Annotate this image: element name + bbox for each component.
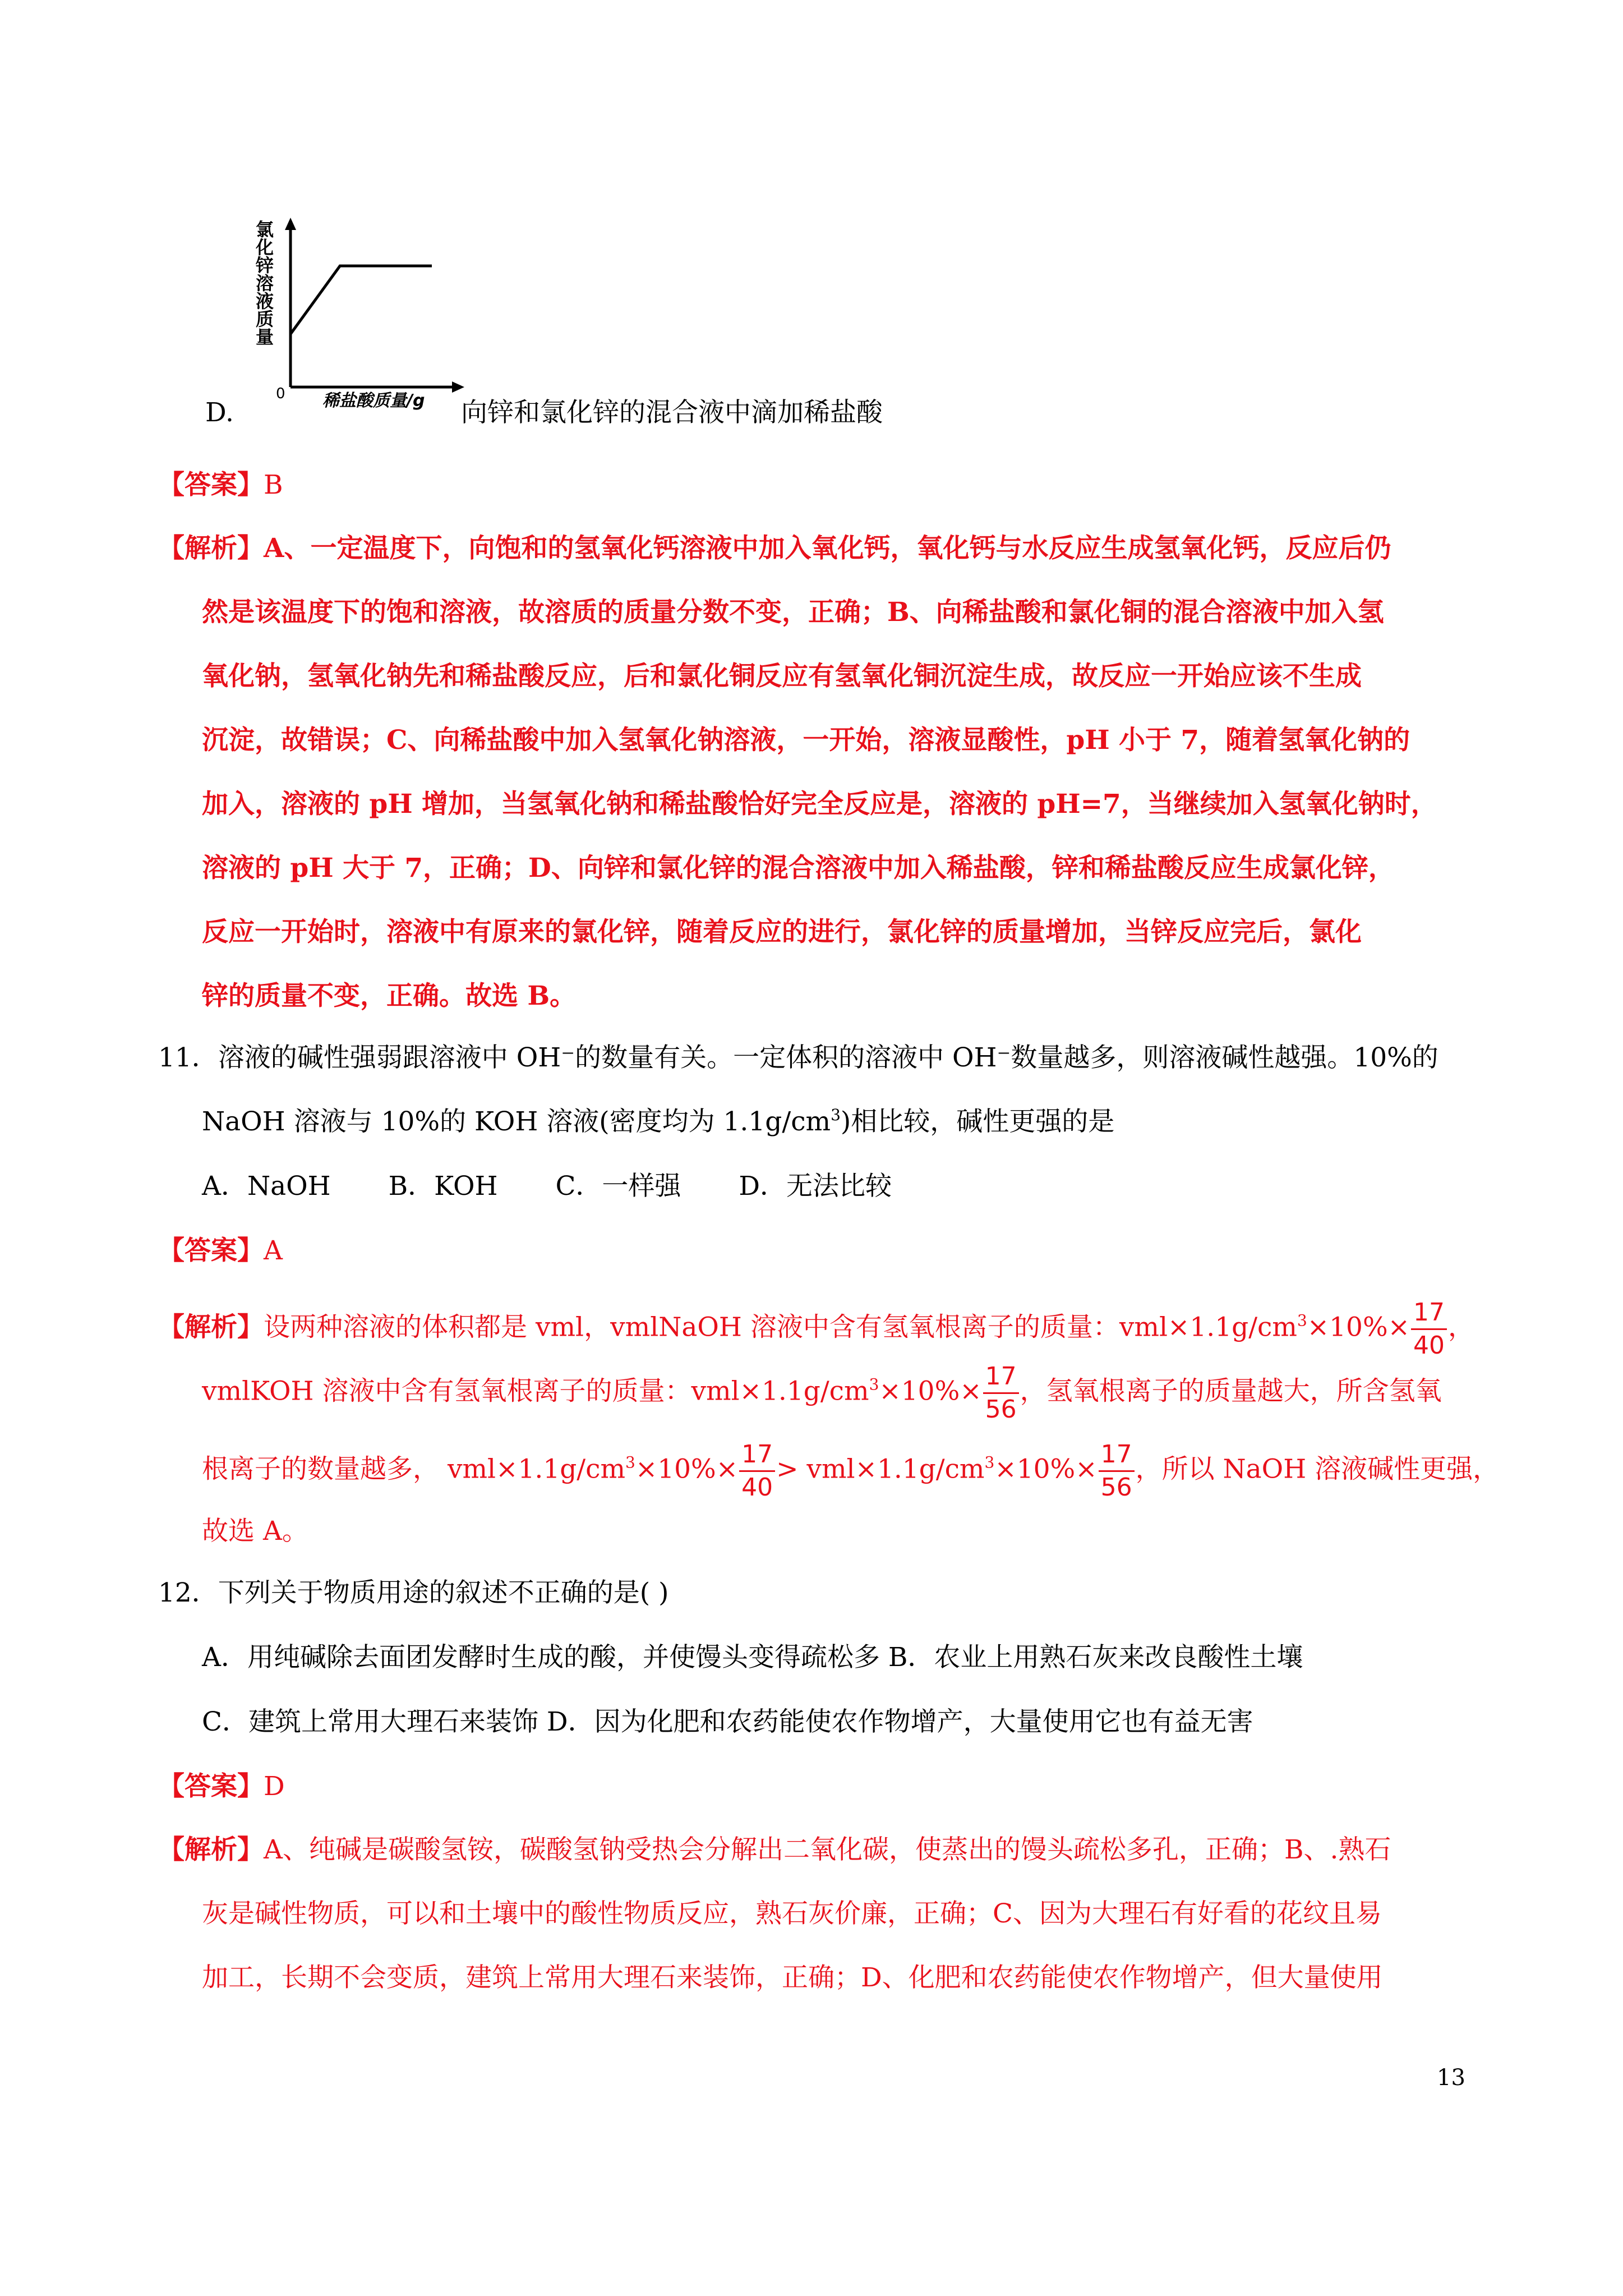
q12-stem: 12．下列关于物质用途的叙述不正确的是( ) xyxy=(158,1577,669,1608)
analysis-tag: 【解析】 xyxy=(158,533,264,564)
answer-value: D xyxy=(264,1771,285,1802)
y-axis-label xyxy=(253,220,274,349)
option-b: B．KOH xyxy=(388,1171,498,1202)
q11-stem-line-1: 11．溶液的碱性强弱跟溶液中 OH⁻的数量有关。一定体积的溶液中 OH⁻数量越多，则溶液碱性越强。10%的 xyxy=(158,1042,1438,1073)
q12-analysis-line-2: 灰是碱性物质，可以和土壤中的酸性物质反应，熟石灰价廉，正确；C、因为大理石有好看的花纹且易 xyxy=(202,1898,1382,1929)
q10-analysis-line-4: 沉淀，故错误；C、向稀盐酸中加入氢氧化钠溶液，一开始，溶液显酸性，pH 小于 7，随着氢氧化钠的 xyxy=(202,725,1410,756)
q12-analysis-line-1: 【解析】A、纯碱是碳酸氢铵，碳酸氢钠受热会分解出二氧化碳，使蒸出的馒头疏松多孔，正确；B、.熟石 xyxy=(158,1834,1391,1865)
q11-analysis-line-1: 【解析】设两种溶液的体积都是 vml，vmlNaOH 溶液中含有氢氧根离子的质量：$vml\times 1.1g/cm^3\times 10\%\times$ $\frac{17}{40}$ ， xyxy=(158,1297,1474,1361)
answer-tag: 【答案】 xyxy=(158,1235,264,1266)
q10-analysis-line-2: 然是该温度下的饱和溶液，故溶质的质量分数不变，正确；B、向稀盐酸和氯化铜的混合溶液中加入氢 xyxy=(202,597,1384,628)
origin-label: 0 xyxy=(276,385,285,402)
x-axis-label: 稀盐酸质量/g xyxy=(322,391,425,411)
x-axis-arrow xyxy=(452,381,464,393)
q12-options-line-1: A．用纯碱除去面团发酵时生成的酸，并使馒头变得疏松多 B．农业上用熟石灰来改良酸性土壤 xyxy=(202,1642,1303,1673)
option-d-chart xyxy=(241,213,465,404)
q10-analysis-line-7: 反应一开始时，溶液中有原来的氯化锌，随着反应的进行，氯化锌的质量增加，当锌反应完后，氯化 xyxy=(202,917,1362,947)
answer-value: A xyxy=(264,1235,283,1266)
q12-options-line-2: C．建筑上常用大理石来装饰 D．因为化肥和农药能使农作物增产，大量使用它也有益无害 xyxy=(202,1706,1253,1737)
answer-value: B xyxy=(264,470,283,500)
q11-stem-line-2: NaOH 溶液与 10%的 KOH 溶液(密度均为 $1.1g/cm^3$)相比较，碱性更强的是 xyxy=(202,1106,1115,1137)
answer-tag: 【答案】 xyxy=(158,470,264,500)
answer-tag: 【答案】 xyxy=(158,1771,264,1802)
option-a: A．NaOH xyxy=(202,1171,331,1202)
q10-analysis-line-6: 溶液的 pH 大于 7，正确；D、向锌和氯化锌的混合溶液中加入稀盐酸，锌和稀盐酸反应生成氯化锌， xyxy=(202,853,1395,884)
q12-answer xyxy=(158,1770,285,1803)
fraction-17-56: $\frac{17}{56}$ xyxy=(983,1361,1019,1425)
analysis-tag: 【解析】 xyxy=(158,1834,264,1865)
q10-analysis-line-3: 氧化钠，氢氧化钠先和稀盐酸反应，后和氯化铜反应有氢氧化铜沉淀生成，故反应一开始应该不生成 xyxy=(202,661,1362,692)
q11-options xyxy=(202,1170,892,1203)
q11-analysis-line-4: 故选 A。 xyxy=(202,1516,308,1547)
q11-analysis-line-3: 根离子的数量越多， $vml\times 1.1g/cm^3\times 10\%\times$ $\frac{17}{40}$ > $vml\times 1.1g/cm^3\times 10\%\times$ $\frac{17}{56}$ ，所以 NaOH 溶液碱性更强， xyxy=(202,1439,1499,1503)
analysis-tag: 【解析】 xyxy=(158,1312,264,1343)
q10-answer xyxy=(158,468,283,502)
question-number: 12． xyxy=(158,1577,218,1608)
option-d-label: D. xyxy=(205,397,234,428)
option-c: C．一样强 xyxy=(555,1171,681,1202)
page-number: 13 xyxy=(1437,2065,1465,2091)
y-axis-label-text: 氯化锌溶液质量 xyxy=(253,220,274,346)
question-number: 11． xyxy=(158,1042,218,1073)
fraction-17-40: $\frac{17}{40}$ xyxy=(739,1439,775,1503)
option-d: D．无法比较 xyxy=(739,1171,892,1202)
data-line xyxy=(291,266,432,334)
q11-answer xyxy=(158,1234,283,1268)
q11-analysis-line-2: vmlKOH 溶液中含有氢氧根离子的质量：$vml\times 1.1g/cm^3\times 10\%\times$ $\frac{17}{56}$ ，氢氧根离子的质量越大，所含氢氧 xyxy=(202,1361,1442,1425)
fraction-17-40: $\frac{17}{40}$ xyxy=(1411,1297,1447,1361)
option-d-caption: 向锌和氯化锌的混合液中滴加稀盐酸 xyxy=(461,397,883,428)
q10-analysis-line-1: 【解析】A、一定温度下，向饱和的氢氧化钙溶液中加入氧化钙，氧化钙与水反应生成氢氧化钙，反应后仍 xyxy=(158,533,1391,564)
q10-analysis-line-5: 加入，溶液的 pH 增加，当氢氧化钠和稀盐酸恰好完全反应是，溶液的 pH=7，当继续加入氢氧化钠时， xyxy=(202,789,1437,820)
q12-analysis-line-3: 加工，长期不会变质，建筑上常用大理石来装饰，正确；D、化肥和农药能使农作物增产，但大量使用 xyxy=(202,1962,1383,1993)
y-axis-arrow xyxy=(285,218,296,230)
fraction-17-56: $\frac{17}{56}$ xyxy=(1099,1439,1135,1503)
q10-analysis-line-8: 锌的质量不变，正确。故选 B。 xyxy=(202,981,577,1011)
